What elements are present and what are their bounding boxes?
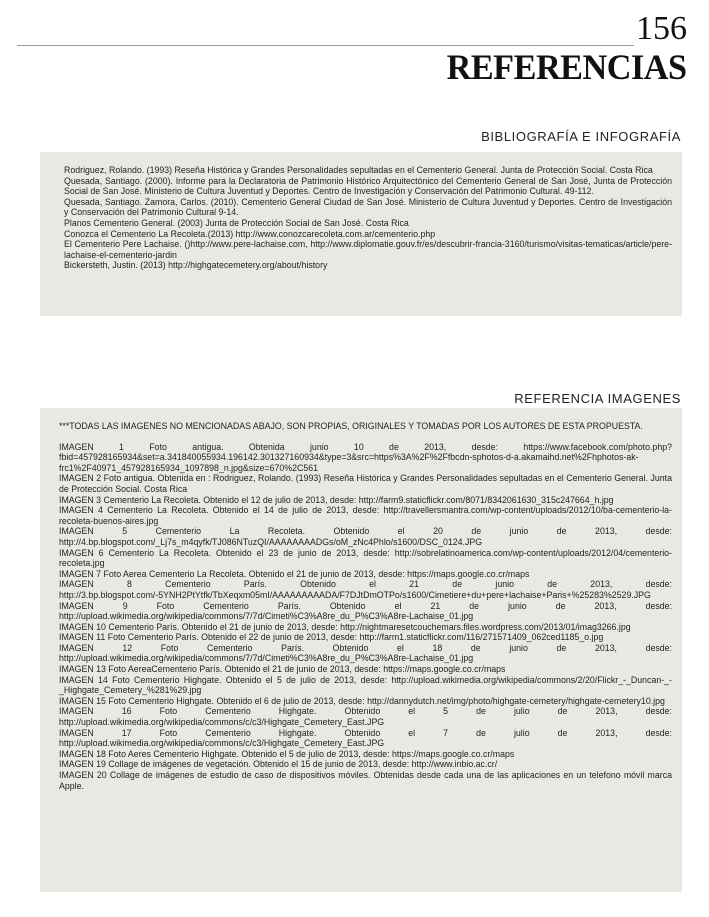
bibliography-heading: BIBLIOGRAFÍA E INFOGRAFÍA [481, 129, 681, 144]
image-reference-entry: IMAGEN 6 Cementerio La Recoleta. Obtenido el 23 de junio de 2013, desde: http://sobrelatinoamerica.com/wp-content/uploads/2012/04/cementerio-recoleta.jpg [59, 547, 672, 569]
image-references-heading: REFERENCIA IMAGENES [514, 391, 681, 406]
bibliography-entry: Bickersteth, Justin. (2013) http://highgatecemetery.org/about/history [64, 260, 328, 271]
image-reference-entry: IMAGEN 18 Foto Aeres Cementerio Highgate. Obtenido el 5 de julio de 2013, desde: https://maps.google.co.cr/maps [59, 748, 515, 759]
image-reference-entry: IMAGEN 17 Foto Cementerio Highgate. Obtenido el 7 de julio de 2013, desde: http://upload.wikimedia.org/wikipedia/commons/c/c3/Highgate_Cemetery_East.JPG [59, 727, 672, 749]
image-reference-entry: IMAGEN 12 Foto Cementerio París. Obtenido el 18 de junio de 2013, desde: http://upload.wikimedia.org/wikipedia/commons/7/7d/Cimeti%C3%A8re_du_P%C3%A8re-Lachaise_01.jpg [59, 642, 672, 664]
image-reference-entry: IMAGEN 11 Foto Cementerio París. Obtenido el 22 de junio de 2013, desde: http://farm1.staticflickr.com/116/271571409_062ced1185_o.jpg [59, 632, 604, 643]
spacer [59, 432, 672, 442]
bibliography-entry: Planos Cementerio General. (2003) Junta de Protección Social de San José. Costa Rica [64, 217, 409, 228]
image-reference-entry: IMAGEN 3 Cementerio La Recoleta. Obtenido el 12 de julio de 2013, desde: http://farm9.staticflickr.com/8071/8342061630_315c247664_h.jpg [59, 494, 614, 505]
image-reference-entry: IMAGEN 1 Foto antigua. Obtenida junio 10 de 2013, desde: https://www.facebook.com/photo.php?fbid=457928165934&set=a.341840055934.196142.301327160934&type=3&src=https%3A%2F%2Ffbcdn-sphotos-d-a.akamaihd.net%2Fhphotos-ak-frc1%2F40971_457928165934_1097898_n.jpg&size=670%2C561 [59, 441, 672, 473]
image-reference-entry: IMAGEN 4 Cementerio La Recoleta. Obtenido el 14 de julio de 2013, desde: http://travellersmantra.com/wp-content/uploads/2012/10/ba-cementerio-la-recoleta-buenos-aires.jpg [59, 505, 672, 526]
page-title: REFERENCIAS [447, 47, 687, 87]
bibliography-entry: Conozca el Cementerio La Recoleta.(2013) http://www.conozcarecoleta.com.ar/cementerio.php [64, 228, 436, 239]
image-references-panel [40, 408, 682, 892]
page-number: 156 [636, 10, 687, 47]
image-reference-entry: IMAGEN 15 Foto Cementerio Highgate. Obtenido el 6 de julio de 2013, desde: http://dannydutch.net/img/photo/highgate-cemetery/highgate-cemetery10.jpg [59, 695, 665, 706]
bibliography-entry: El Cementerio Pere Lachaise. ()http://www.pere-lachaise.com, http://www.diplomatie.gouv.fr/es/descubrir-francia-3160/turismo/visitas-tematicas/article/pere-lachaise-el-cementerio-jardin [64, 239, 672, 260]
image-reference-entry: IMAGEN 20 Collage de imágenes de estudio de caso de dispositivos móviles. Obtenidas desde cada una de las aplicaciones en un telefono móvil marca Apple. [59, 770, 672, 791]
bibliography-entry: Quesada, Santiago. Zamora, Carlos. (2010). Cementerio General Ciudad de San José. Ministerio de Cultura Juventud y Deportes. Centro de Investigación y Conservación del Patrimonio Cultural 9-14. [64, 196, 672, 218]
image-reference-entry: IMAGEN 8 Cementerio París. Obtenido el 21 de junio de 2013, desde: http://3.bp.blogspot.com/-5YNH2PtYtfk/TbXeqxm05mI/AAAAAAAAADA/F7DJtDmOTPo/s1600/Cimetiere+du+pere+lachaise+Paris+%25283%2529.JPG [59, 579, 672, 600]
image-reference-entry: IMAGEN 5 Cementerio La Recoleta. Obtenido el 20 de junio de 2013, desde: http://4.bp.blogspot.com/_Lj7s_m4qyfk/TJ086NTuzQI/AAAAAAAADGs/oM_zNc4Phlo/s1600/DSC_0124.JPG [59, 526, 672, 547]
image-reference-entry: IMAGEN 16 Foto Cementerio Highgate. Obtenido el 5 de julio de 2013, desde: http://upload.wikimedia.org/wikipedia/commons/c/c3/Highgate_Cemetery_East.JPG [59, 706, 672, 728]
image-reference-entry: IMAGEN 13 Foto AereaCementerio París. Obtenido el 21 de junio de 2013, desde: https://maps.google.co.cr/maps [59, 664, 506, 675]
image-reference-entry: IMAGEN 9 Foto Cementerio París. Obtenido el 21 de junio de 2013, desde: http://upload.wikimedia.org/wikipedia/commons/7/7d/Cimeti%C3%A8re_du_P%C3%A8re-Lachaise_01.jpg [59, 600, 672, 622]
image-references-note: ***TODAS LAS IMAGENES NO MENCIONADAS ABAJO, SON PROPIAS, ORIGINALES Y TOMADAS POR LOS AUTORES DE ESTA PROPUESTA. [59, 421, 643, 431]
header-rule [17, 45, 634, 46]
image-reference-entry: IMAGEN 10 Cementerio París. Obtenido el 21 de junio de 2013, desde: http://nightmaresetcouchemars.files.wordpress.com/2013/01/imag3266.jpg [59, 621, 631, 632]
bibliography-entry: Quesada, Santiago. (2000). Informe para la Declaratoria de Patrimonio Histórico Arquitectónico del Cementerio General de San José, Junta de Protección Social de San José. Ministerio de Cultura Juventud y Deportes. Centro de Investigación y Conservación del Patrimonio Cultural. 49-112. [64, 175, 672, 197]
image-reference-entry: IMAGEN 19 Collage de imágenes de vegetación. Obtenido el 15 de junio de 2013, desde: http://www.inbio.ac.cr/ [59, 759, 498, 770]
image-reference-entry: IMAGEN 7 Foto Aerea Cementerio La Recoleta. Obtenido el 21 de junio de 2013, desde: https://maps.google.co.cr/maps [59, 568, 530, 579]
image-reference-entry: IMAGEN 2 Foto antigua. Obtenida en : Rodriguez, Rolando. (1993) Reseña Histórica y Grandes Personalidades sepultadas en el Cementerio General. Junta de Protección Social. Costa Rica [59, 473, 672, 494]
image-reference-entry: IMAGEN 14 Foto Cementerio Highgate. Obtenido el 5 de julio de 2013, desde: http://upload.wikimedia.org/wikipedia/commons/2/20/Flickr_-_Duncan-_-_Highgate_Cemetery_%281%29.jpg [59, 674, 672, 696]
bibliography-panel [40, 152, 682, 316]
bibliography-entry: Rodriguez, Rolando. (1993) Reseña Histórica y Grandes Personalidades sepultadas en el Cementerio General. Junta de Protección Social. Costa Rica [64, 165, 653, 175]
